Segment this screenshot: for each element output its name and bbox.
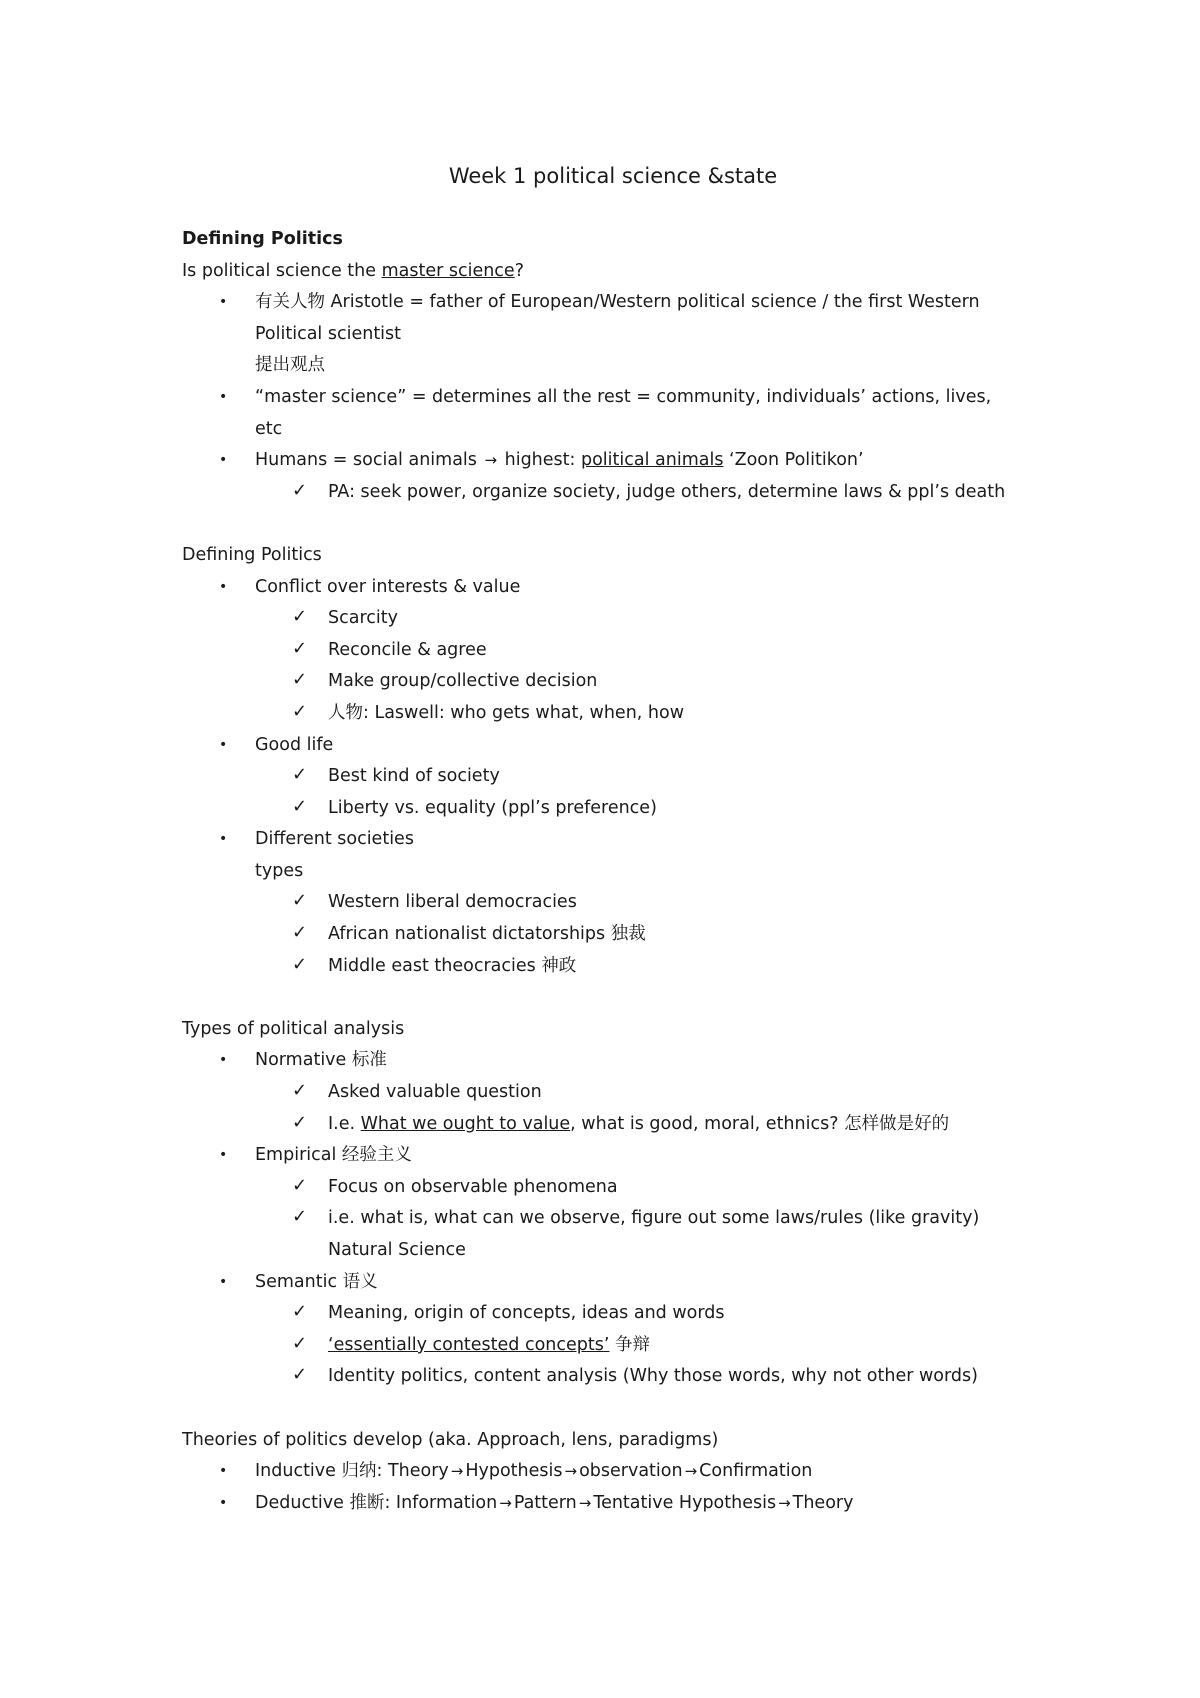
sub-list-item-text: Scarcity [328,608,398,629]
check-icon: ✓ [292,1174,308,1196]
list-item [182,382,1022,445]
list-item [182,1488,1022,1520]
check-icon: ✓ [292,1111,308,1133]
arrow-icon: → [684,1462,698,1481]
list-item-text: observation [579,1461,683,1482]
list-item-text: Pattern [513,1492,577,1513]
bullet-icon: • [219,1273,228,1290]
question-text: Is political science the [182,260,382,281]
sub-list-item-text: Reconcile & agree [328,639,487,660]
check-icon: ✓ [292,1364,308,1386]
sub-list-item [182,761,1022,793]
sub-list-item [182,477,1022,509]
list-item-underlined: political animals [580,450,724,471]
list-item-text: Different societies [255,829,414,850]
sub-list-item [182,698,1022,730]
list-item-text: Deductive 推断: Information [255,1492,498,1513]
check-icon: ✓ [292,1206,308,1228]
list-item-text: Good life [255,734,334,755]
list-item-text: Conflict over interests & value [255,576,521,597]
check-icon: ✓ [292,953,308,975]
list-item [182,1267,1022,1299]
list-item-text-note: 提出观点 [255,355,325,376]
sub-list-item-text: I.e. [328,1113,361,1134]
arrow-icon: → [778,1493,791,1512]
sub-list-item [182,1330,1022,1362]
sub-list-item [182,603,1022,635]
check-icon: ✓ [292,795,308,817]
sub-list-item [182,1361,1022,1393]
section-defining-politics-2 [182,540,1022,982]
list-item-text: “master science” = determines all the rest = community, individuals’ actions, lives, etc [255,386,992,439]
list-item [182,730,1022,762]
check-icon: ✓ [292,1332,308,1354]
bullet-list [182,572,1022,983]
question-mark: ? [514,260,524,281]
bullet-icon: • [219,736,228,753]
bullet-list [182,287,1022,508]
sub-list-item-text: Asked valuable question [328,1082,542,1103]
sub-list-item [182,1077,1022,1109]
check-icon: ✓ [292,606,308,628]
page-title: Week 1 political science &state [448,164,778,188]
arrow-icon: → [564,1462,578,1481]
arrow-icon: → [450,1462,464,1481]
check-icon: ✓ [292,764,308,786]
sub-list-item-text: 人物: Laswell: who gets what, when, how [328,702,685,723]
document-body [182,160,1022,1551]
sub-list-item-text: Western liberal democracies [328,892,577,913]
section-heading: Defining Politics [182,229,343,249]
sub-list-item [182,951,1022,983]
sub-list-item-text: Identity politics, content analysis (Why those words, why not other words) [328,1366,978,1387]
arrow-icon: → [578,1493,592,1512]
check-icon: ✓ [292,890,308,912]
list-item-text: Tentative Hypothesis [593,1492,777,1513]
check-icon: ✓ [292,1080,308,1102]
bullet-list [182,1045,1022,1393]
list-item [182,572,1022,604]
section-types-of-analysis [182,1014,1022,1393]
check-icon: ✓ [292,700,308,722]
bullet-icon: • [219,1494,228,1511]
sub-list-item-text: Focus on observable phenomena [328,1176,618,1197]
bullet-icon: • [219,1463,228,1480]
list-item-text: Theory [792,1492,854,1513]
sub-list-item [182,635,1022,667]
arrow-icon: → [499,1493,512,1512]
list-item [182,287,1022,382]
bullet-icon: • [219,294,228,311]
bullet-icon: • [219,388,228,405]
sub-list-item-text: Middle east theocracies 神政 [328,955,577,976]
sub-list-item [182,1203,1022,1266]
list-item [182,445,1022,477]
arrow-icon: → [484,451,498,470]
bullet-icon: • [219,452,228,469]
section-heading: Theories of politics develop (aka. Approach, lens, paradigms) [182,1429,719,1450]
list-item-text: ‘Zoon Politikon’ [723,450,864,471]
list-item [182,1456,1022,1488]
sub-list-item-text: i.e. what is, what can we observe, figure out some laws/rules (like gravity) [328,1208,980,1229]
sub-list-item-text: , what is good, moral, ethnics? 怎样做是好的 [570,1113,950,1134]
list-item-text: 有关人物 Aristotle = father of European/Western political science / the first Western [255,292,980,313]
section-question [182,256,1022,288]
sub-list-item-text: African nationalist dictatorships 独裁 [328,924,646,945]
sub-list-item-text: 争辩 [609,1334,651,1355]
sub-list-item-text: PA: seek power, organize society, judge others, determine laws & ppl’s death [328,481,1006,502]
check-icon: ✓ [292,1301,308,1323]
bullet-icon: • [219,1147,228,1164]
list-item-text: Semantic 语义 [255,1271,378,1292]
sub-list-item [182,919,1022,951]
sub-list-item-text: Best kind of society [328,766,500,787]
list-item-text: Humans = social animals [255,450,477,471]
section-defining-politics-1 [182,224,1022,508]
check-icon: ✓ [292,479,308,501]
list-item-text: Normative 标准 [255,1050,387,1071]
sub-list-item-text-continued: Natural Science [328,1240,466,1260]
bullet-list [182,1456,1022,1519]
list-item-text: highest: [499,450,581,471]
bullet-icon: • [219,578,228,595]
check-icon: ✓ [292,669,308,691]
check-icon: ✓ [292,637,308,659]
bullet-icon: • [219,831,228,848]
list-item-text: Empirical 经验主义 [255,1145,412,1166]
sub-list-item-text: Make group/collective decision [328,671,598,692]
list-item-text: Inductive 归纳: Theory [255,1461,449,1482]
sub-list-item-text: Liberty vs. equality (ppl’s preference) [328,797,657,818]
section-heading: Types of political analysis [182,1018,405,1039]
list-item [182,1045,1022,1077]
list-item-text: Confirmation [699,1461,813,1482]
sub-list-item [182,1172,1022,1204]
sub-list-item-text: Meaning, origin of concepts, ideas and words [328,1303,725,1324]
sub-list-item [182,666,1022,698]
sub-list-item [182,887,1022,919]
sub-list-item [182,1298,1022,1330]
list-item [182,824,1022,887]
sub-list-item [182,1109,1022,1141]
list-item [182,1140,1022,1172]
check-icon: ✓ [292,922,308,944]
section-theories-of-politics [182,1425,1022,1520]
sub-list-item [182,793,1022,825]
list-item-text: Hypothesis [465,1461,563,1482]
bullet-icon: • [219,1052,228,1069]
question-underlined: master science [381,260,515,281]
list-item-text-continued: types [255,860,304,881]
list-item-text-continued: Political scientist [255,323,402,344]
sub-list-item-underlined: ‘essentially contested concepts’ [328,1334,610,1355]
section-heading: Defining Politics [182,544,322,565]
sub-list-item-underlined: What we ought to value [360,1113,571,1134]
